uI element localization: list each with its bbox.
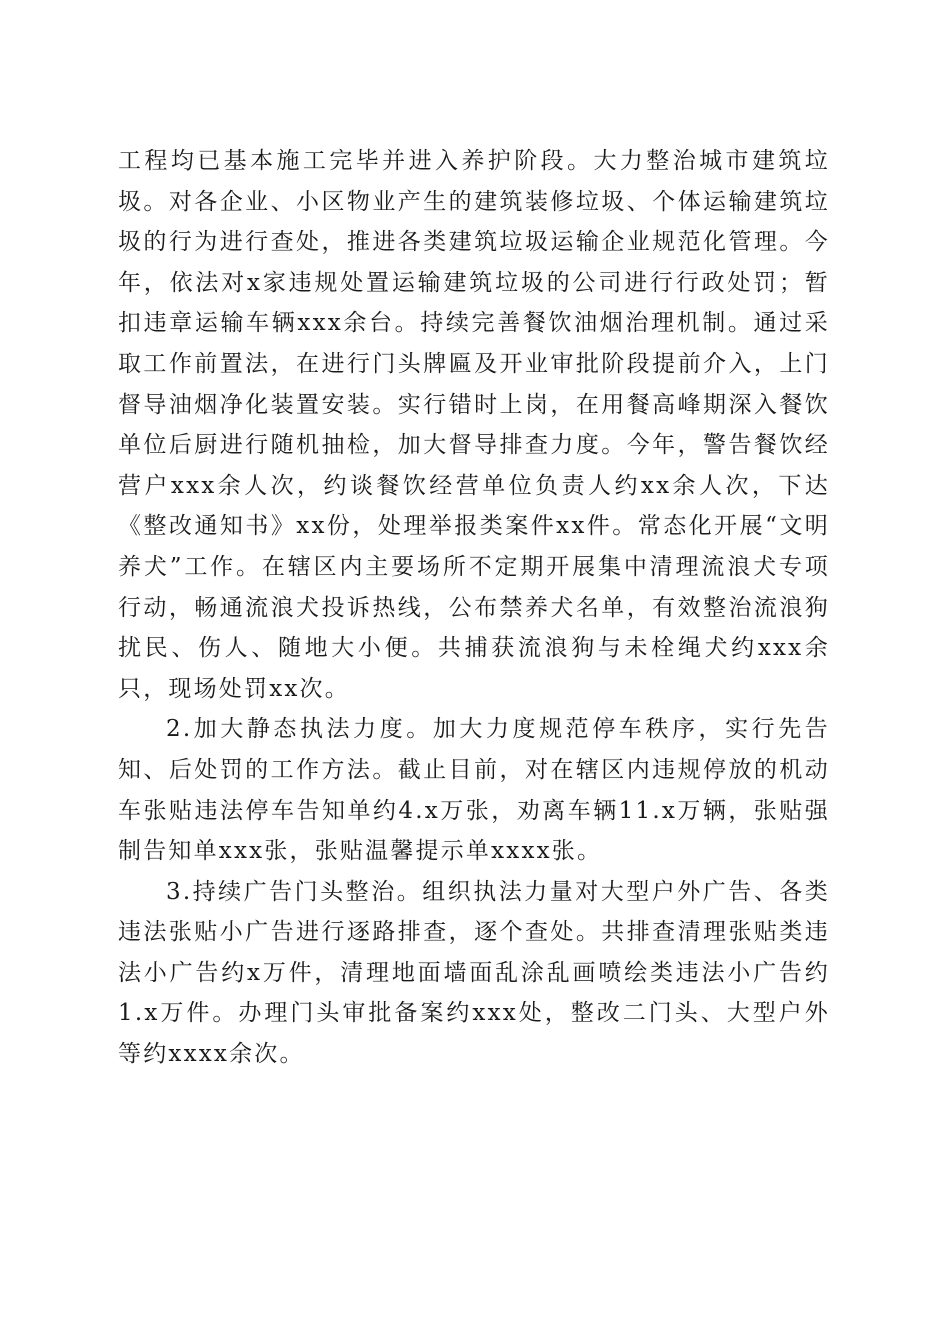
paragraph-3: 3.持续广告门头整治。组织执法力量对大型户外广告、各类违法张贴小广告进行逐路排查，逐个查处。共排查清理张贴类违法小广告约x万件，清理地面墙面乱涂乱画喷绘类违法小广告约1.x万件。办理门头审批备案约xxx处，整改二门头、大型户外等约xxxx余次。	[118, 878, 830, 1068]
document-body	[118, 141, 830, 1075]
paragraph-2: 2.加大静态执法力度。加大力度规范停车秩序，实行先告知、后处罚的工作方法。截止目前，对在辖区内违规停放的机动车张贴违法停车告知单约4.x万张，劝离车辆11.x万辆，张贴强制告知单xxx张，张贴温馨提示单xxxx张。	[118, 716, 830, 865]
paragraph-1: 工程均已基本施工完毕并进入养护阶段。大力整治城市建筑垃圾。对各企业、小区物业产生的建筑装修垃圾、个体运输建筑垃圾的行为进行查处，推进各类建筑垃圾运输企业规范化管理。今年，依法对x家违规处置运输建筑垃圾的公司进行行政处罚；暂扣违章运输车辆xxx余台。持续完善餐饮油烟治理机制。通过采取工作前置法，在进行门头牌匾及开业审批阶段提前介入，上门督导油烟净化装置安装。实行错时上岗，在用餐高峰期深入餐饮单位后厨进行随机抽检，加大督导排查力度。今年，警告餐饮经营户xxx余人次，约谈餐饮经营单位负责人约xx余人次，下达《整改通知书》xx份，处理举报类案件xx件。常态化开展“文明养犬”工作。在辖区内主要场所不定期开展集中清理流浪犬专项行动，畅通流浪犬投诉热线，公布禁养犬名单，有效整治流浪狗扰民、伤人、随地大小便。共捕获流浪狗与未栓绳犬约xxx余只，现场处罚xx次。	[118, 148, 830, 702]
